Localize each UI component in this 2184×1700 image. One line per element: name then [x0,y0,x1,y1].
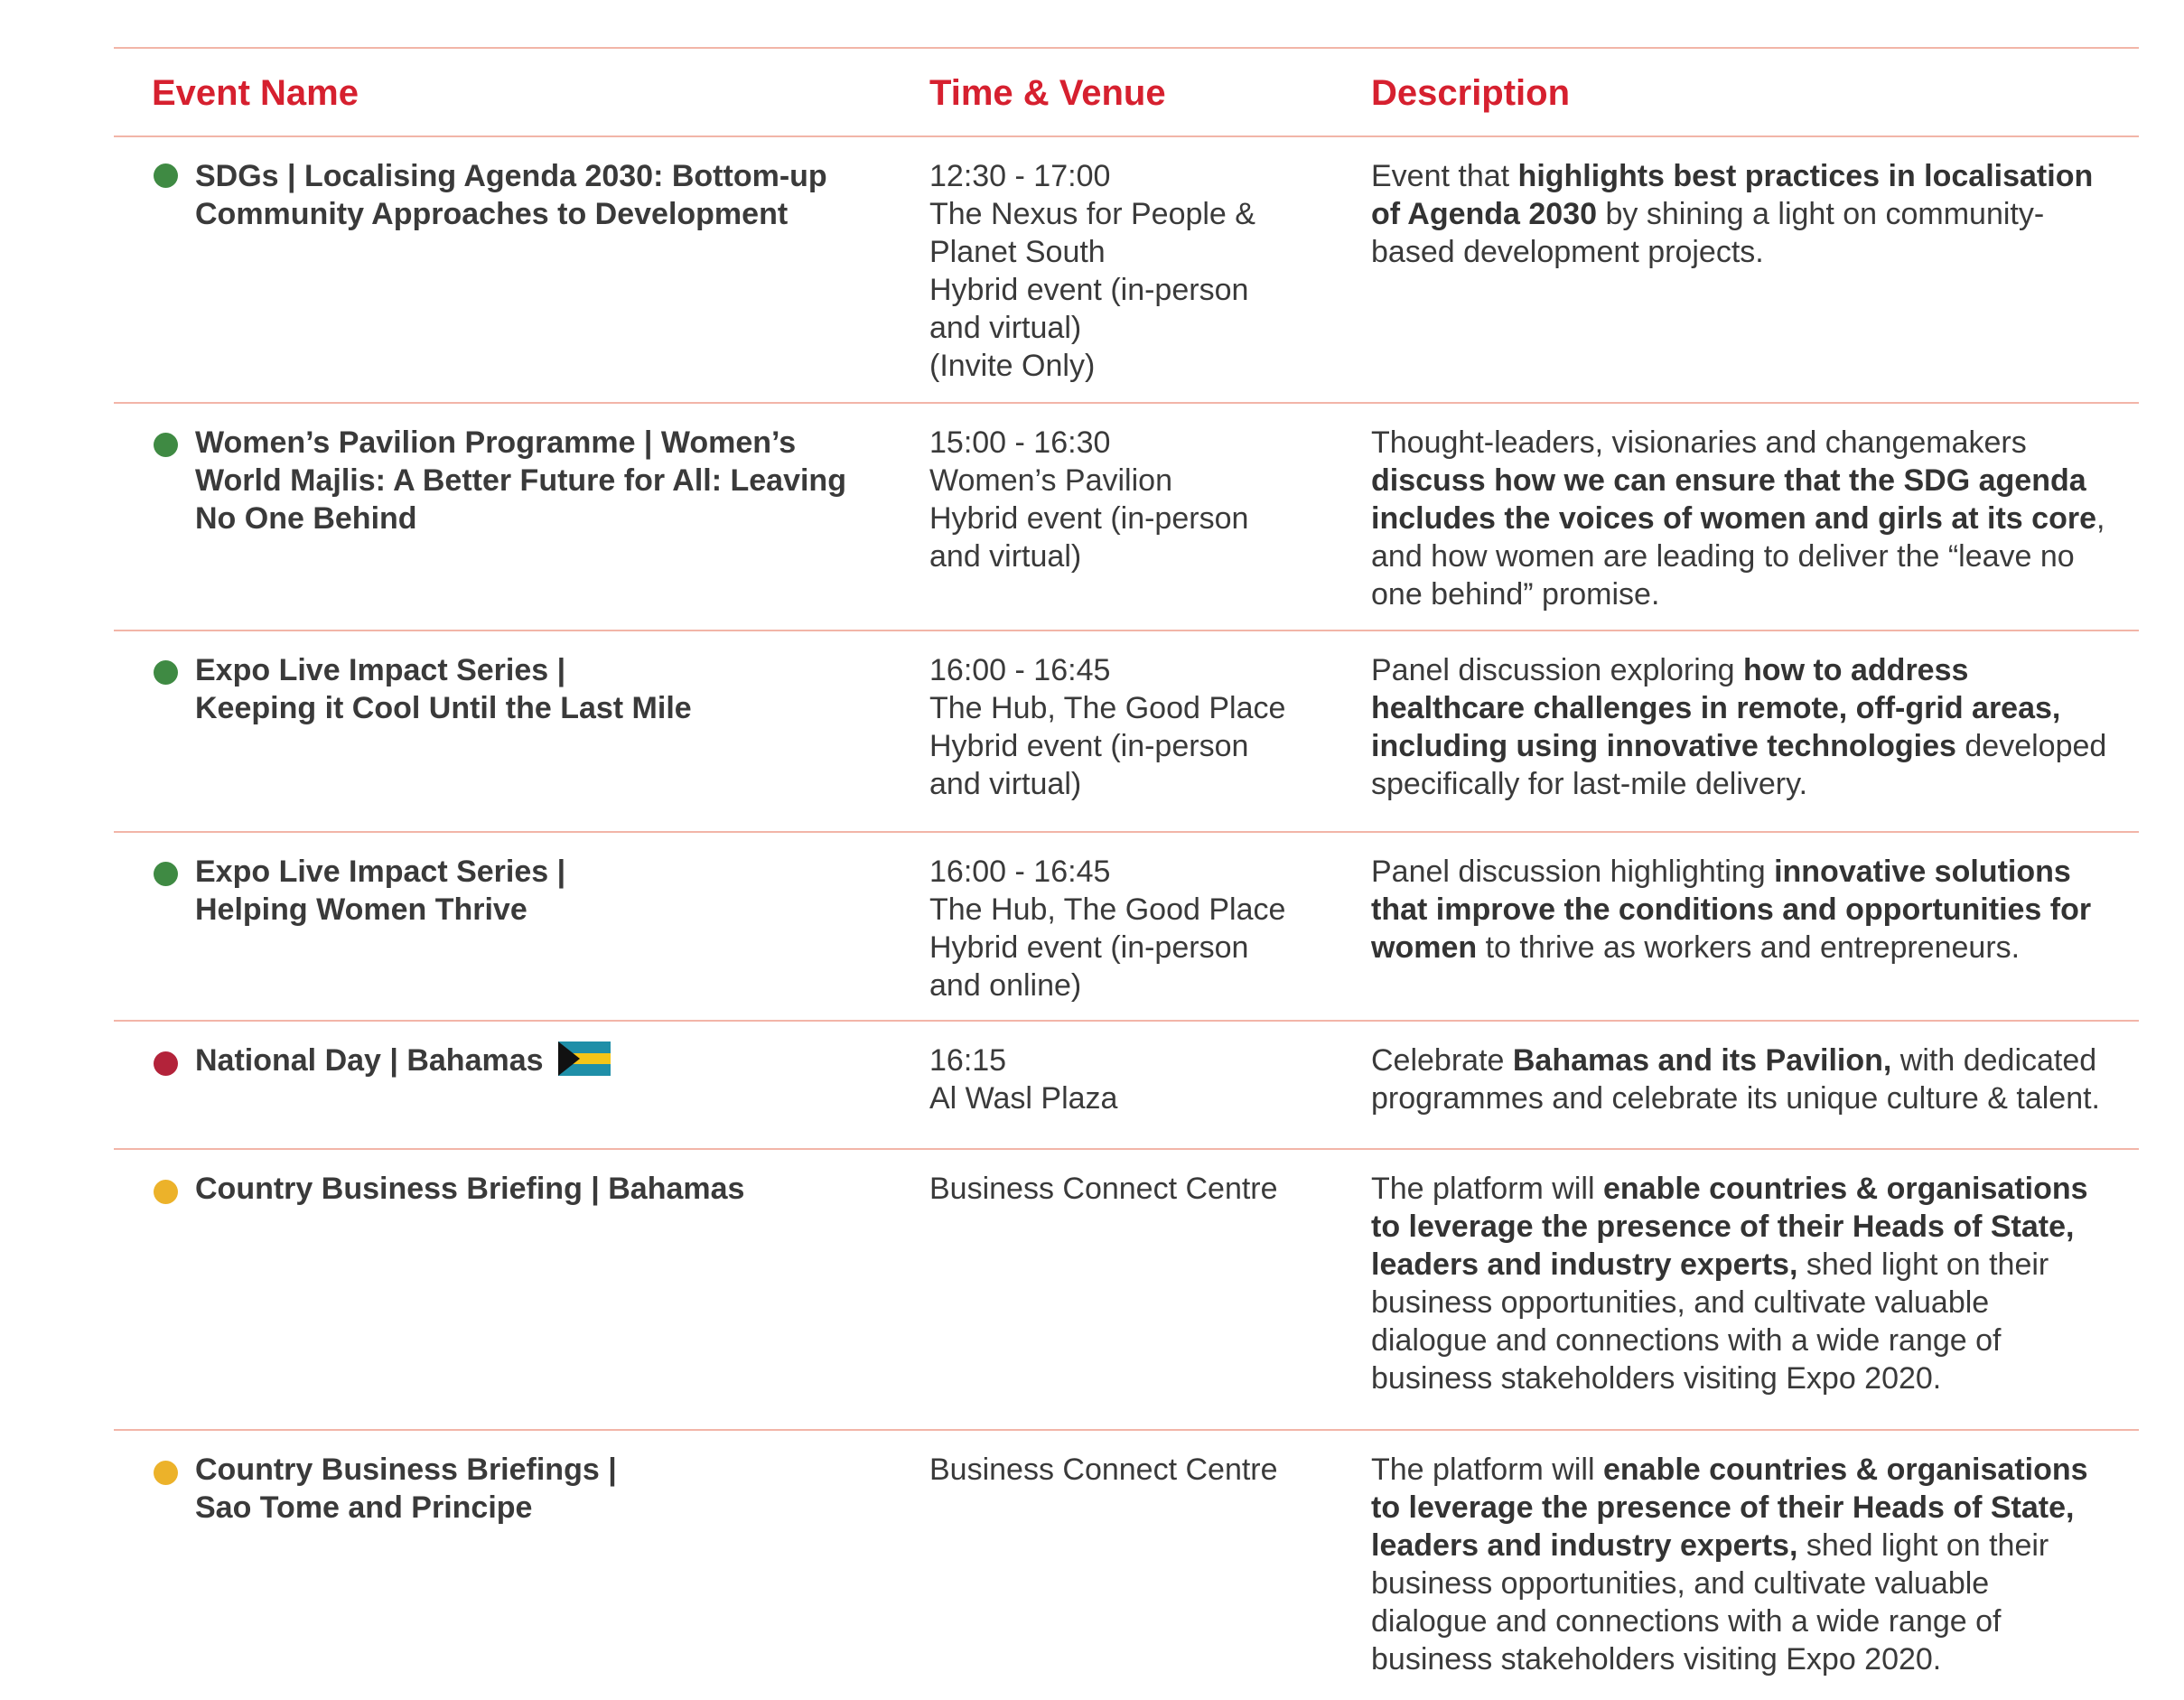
description-line [1371,765,2112,803]
description-highlight: of Agenda 2030 [1371,197,1598,231]
event-name-line: Sao Tome and Principe [195,1490,533,1525]
description-text: shed light on their [1797,1528,2049,1563]
time-venue-line: 12:30 - 17:00 [929,159,1111,193]
description [1371,157,2112,271]
description-line [1371,1640,2112,1678]
description-highlight: women [1371,930,1478,965]
description-text: developed [1955,729,2107,763]
description-line [1371,1079,2112,1117]
event-name-line: No One Behind [195,501,417,536]
description-line [1371,1246,2112,1284]
description-line [1371,651,2112,689]
status-dot-red-icon [154,1051,178,1076]
description-text: The platform will [1371,1172,1603,1206]
event-name [195,1170,882,1208]
event-name-line: Country Business Briefings | [195,1452,617,1487]
description-line [1371,233,2112,271]
time-venue [929,853,1327,1004]
description [1371,424,2112,613]
time-venue-line: and online) [929,968,1082,1003]
description-line [1371,462,2112,500]
table-body [114,137,2139,1677]
description-highlight: enable countries & organisations [1602,1172,2088,1206]
description-highlight: healthcare challenges in remote, off-grid areas, [1371,691,2061,725]
event-name [195,1451,882,1527]
description-highlight: innovative solutions [1774,855,2071,889]
description-text: The platform will [1371,1452,1603,1487]
time-venue-line: The Hub, The Good Place [929,892,1286,927]
status-dot-green-icon [154,862,178,886]
header-event-name: Event Name [152,73,359,113]
description-text: one behind” promise. [1371,577,1660,612]
description-line [1371,1565,2112,1602]
event-name-line: Helping Women Thrive [195,892,527,927]
description-text: business stakeholders visiting Expo 2020. [1371,1642,1942,1677]
table-row [114,137,2139,402]
description-highlight: to leverage the presence of their Heads of State, [1371,1490,2075,1525]
description [1371,1170,2112,1397]
description-line [1371,500,2112,537]
description-highlight: how to address [1743,653,1969,687]
time-venue-line: (Invite Only) [929,349,1096,383]
status-dot-green-icon [154,163,178,188]
events-table [114,47,2139,1677]
time-venue [929,424,1327,575]
description-text: Event that [1371,159,1518,193]
time-venue-line: 15:00 - 16:30 [929,425,1111,460]
description-line [1371,1602,2112,1640]
event-name-line: Community Approaches to Development [195,197,789,231]
description-text: and how women are leading to deliver the “leave no [1371,539,2075,574]
description-line [1371,195,2112,233]
event-name-line: Expo Live Impact Series | [195,855,566,889]
event-name [195,157,882,233]
description [1371,1451,2112,1678]
time-venue [929,1170,1327,1208]
description-highlight: leaders and industry experts, [1371,1528,1798,1563]
header-time-venue: Time & Venue [929,73,1166,113]
description-line [1371,1170,2112,1208]
description-highlight: to leverage the presence of their Heads of State, [1371,1210,2075,1244]
description-highlight: that improve the conditions and opportunities for [1371,892,2092,927]
description-line [1371,157,2112,195]
description-text: , [2095,501,2105,536]
description-text: by shining a light on community- [1597,197,2045,231]
description-line [1371,424,2112,462]
description-line [1371,1359,2112,1397]
description-line [1371,1322,2112,1359]
description-line [1371,891,2112,929]
description-line [1371,1489,2112,1527]
description-line [1371,1284,2112,1322]
description [1371,1041,2112,1117]
event-name-line: Women’s Pavilion Programme | Women’s [195,425,797,460]
event-name-line: World Majlis: A Better Future for All: Leaving [195,463,846,498]
event-name [195,1041,882,1079]
event-name-line: SDGs | Localising Agenda 2030: Bottom-up [195,159,827,193]
time-venue-line: Hybrid event (in-person [929,273,1249,307]
time-venue [929,1451,1327,1489]
time-venue-line: Al Wasl Plaza [929,1081,1118,1116]
bahamas-flag-icon [558,1041,611,1076]
description-highlight: leaders and industry experts, [1371,1247,1798,1282]
event-name [195,853,882,929]
time-venue-line: Planet South [929,235,1106,269]
event-name-line: Keeping it Cool Until the Last Mile [195,691,692,725]
description-line [1371,537,2112,575]
event-name-line: National Day | Bahamas [195,1041,882,1079]
event-name-line: Country Business Briefing | Bahamas [195,1172,745,1206]
time-venue-line: 16:00 - 16:45 [929,653,1111,687]
time-venue-line: Hybrid event (in-person [929,729,1249,763]
event-name-line: Expo Live Impact Series | [195,653,566,687]
status-dot-green-icon [154,660,178,685]
table-row [114,631,2139,831]
description-text: business opportunities, and cultivate valuable [1371,1566,1990,1601]
time-venue-line: The Hub, The Good Place [929,691,1286,725]
description-text: specifically for last-mile delivery. [1371,767,1808,801]
table-row [114,833,2139,1020]
event-name [195,424,882,537]
description-line [1371,853,2112,891]
description-text: dialogue and connections with a wide range of [1371,1323,2002,1358]
status-dot-green-icon [154,433,178,457]
time-venue-line: 16:00 - 16:45 [929,855,1111,889]
description-highlight: including using innovative technologies [1371,729,1956,763]
description-line [1371,1451,2112,1489]
time-venue-line: Business Connect Centre [929,1172,1278,1206]
description-line [1371,1208,2112,1246]
event-name [195,651,882,727]
time-venue-line: 16:15 [929,1043,1007,1078]
time-venue-line: and virtual) [929,539,1082,574]
description [1371,651,2112,803]
time-venue [929,651,1327,803]
description-line [1371,1527,2112,1565]
time-venue-line: Business Connect Centre [929,1452,1278,1487]
description-text: Panel discussion highlighting [1371,855,1775,889]
description-text: dialogue and connections with a wide range of [1371,1604,2002,1639]
table-row [114,1431,2139,1677]
description-text: based development projects. [1371,235,1764,269]
table-header [114,49,2139,135]
description-highlight: highlights best practices in localisation [1517,159,2094,193]
time-venue-line: Hybrid event (in-person [929,501,1249,536]
description-text: programmes and celebrate its unique culture & talent. [1371,1081,2101,1116]
description [1371,853,2112,967]
description-text: with dedicated [1891,1043,2097,1078]
description-highlight: enable countries & organisations [1602,1452,2088,1487]
description-text: business stakeholders visiting Expo 2020. [1371,1361,1942,1396]
time-venue-line: and virtual) [929,767,1082,801]
time-venue-line: Women’s Pavilion [929,463,1172,498]
status-dot-yellow-icon [154,1461,178,1485]
time-venue-line: The Nexus for People & [929,197,1255,231]
header-description: Description [1371,73,1571,113]
table-row [114,404,2139,630]
description-line [1371,727,2112,765]
table-row [114,1022,2139,1148]
description-highlight: discuss how we can ensure that the SDG agenda [1371,463,2086,498]
description-text: Celebrate [1371,1043,1513,1078]
description-line [1371,689,2112,727]
description-line [1371,929,2112,967]
description-text: Thought-leaders, visionaries and changemakers [1371,425,2027,460]
description-text: Panel discussion exploring [1371,653,1744,687]
time-venue-line: and virtual) [929,311,1082,345]
status-dot-yellow-icon [154,1180,178,1204]
time-venue [929,157,1327,385]
description-line [1371,1041,2112,1079]
description-text: shed light on their [1797,1247,2049,1282]
description-line [1371,575,2112,613]
description-highlight: Bahamas and its Pavilion, [1512,1043,1892,1078]
time-venue-line: Hybrid event (in-person [929,930,1249,965]
time-venue [929,1041,1327,1117]
table-row [114,1150,2139,1429]
description-text: business opportunities, and cultivate valuable [1371,1285,1990,1320]
description-text: to thrive as workers and entrepreneurs. [1477,930,2021,965]
description-highlight: includes the voices of women and girls at its core [1371,501,2096,536]
